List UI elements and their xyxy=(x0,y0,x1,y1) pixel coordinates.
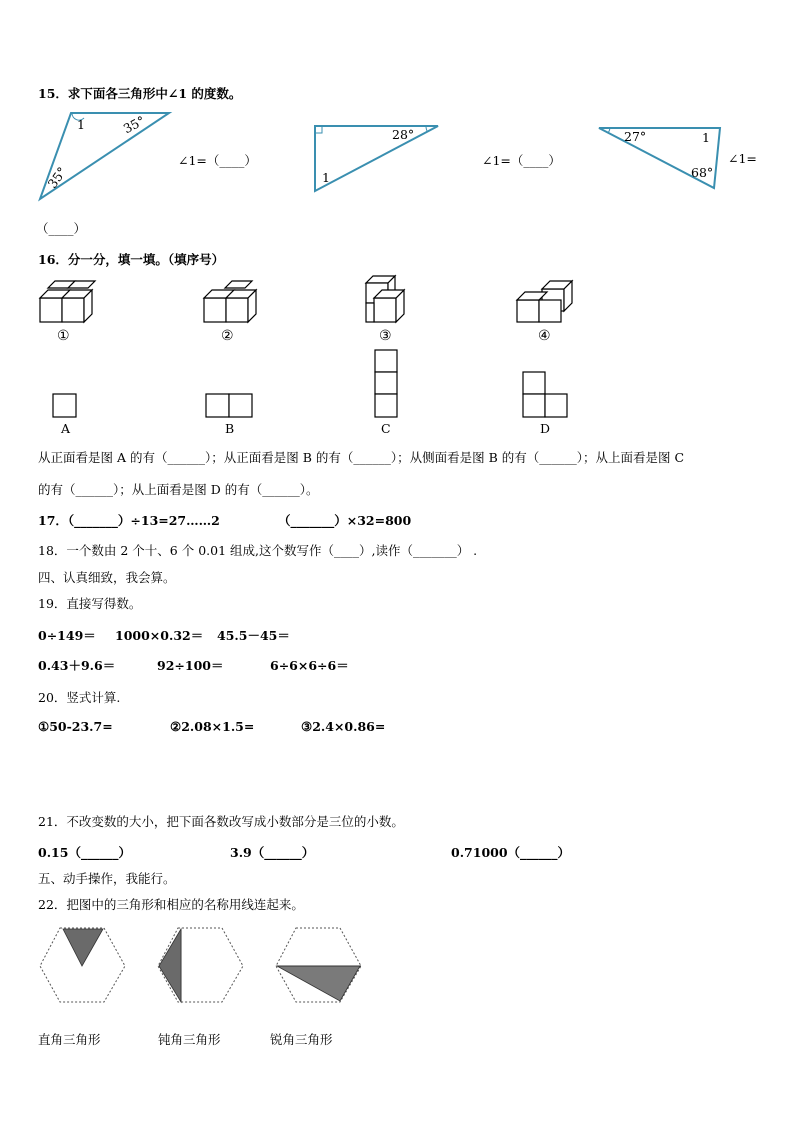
name-right-triangle[interactable]: 直角三角形 xyxy=(38,1032,101,1047)
q18-text[interactable]: 18．一个数由 2 个十、6 个 0.01 组成,这个数写作（____）,读作（_______） . xyxy=(38,543,478,558)
q16-title: 16．分一分，填一填。（填序号） xyxy=(38,252,225,267)
q15-title: 15．求下面各三角形中∠1 的度数。 xyxy=(38,86,242,101)
t1-angle-35-top: 35° xyxy=(120,112,148,137)
q19-item[interactable]: 92÷100＝ xyxy=(157,658,224,673)
t3-angle-27: 27° xyxy=(624,129,647,144)
t1-angle-35-bottom: 35° xyxy=(44,164,70,191)
q20-title: 20．竖式计算. xyxy=(38,690,121,705)
t1-angle-1: 1 xyxy=(77,117,85,132)
view-b-label: B xyxy=(225,421,235,436)
figure-1-label: ① xyxy=(57,328,70,344)
q15-answer-3[interactable]: ∠1= xyxy=(728,151,757,166)
q16-fill-line-1[interactable]: 从正面看是图 A 的有（______）；从正面看是图 B 的有（______）；从侧面看是图 B 的有（______）；从上面看是图 C xyxy=(38,450,685,465)
hexagon-3-acute-triangle xyxy=(276,928,361,1002)
q15-answer-1-blank[interactable]: （____） xyxy=(36,221,87,236)
section-5-title: 五、动手操作，我能行。 xyxy=(38,871,176,886)
section-4-title: 四、认真细致，我会算。 xyxy=(38,570,176,585)
q17-part-b[interactable]: （_______）×32=800 xyxy=(278,513,412,528)
figure-2-label: ② xyxy=(221,328,234,344)
name-obtuse-triangle[interactable]: 钝角三角形 xyxy=(158,1032,221,1047)
figure-4-label: ④ xyxy=(538,328,551,344)
figure-3-label: ③ xyxy=(379,328,392,344)
view-a-label: A xyxy=(61,421,71,436)
q19-title: 19．直接写得数。 xyxy=(38,596,142,611)
t3-angle-68: 68° xyxy=(691,165,714,180)
t3-angle-1: 1 xyxy=(702,130,710,145)
q15-answer-1[interactable]: ∠1=（____） xyxy=(178,153,257,168)
name-acute-triangle[interactable]: 锐角三角形 xyxy=(270,1032,333,1047)
q19-item[interactable]: 45.5－45＝ xyxy=(217,628,290,643)
q21-title: 21．不改变数的大小，把下面各数改写成小数部分是三位的小数。 xyxy=(38,814,404,829)
q19-item[interactable]: 0.43＋9.6＝ xyxy=(38,658,116,673)
t2-angle-1: 1 xyxy=(322,170,330,185)
q21-item-1[interactable]: 0.15（______） xyxy=(38,845,131,860)
view-c-label: C xyxy=(381,421,391,436)
view-d-label: D xyxy=(540,421,551,436)
q21-item-2[interactable]: 3.9（______） xyxy=(230,845,315,860)
q15-answer-2[interactable]: ∠1=（____） xyxy=(482,153,561,168)
q17-part-a[interactable]: 17．（_______）÷13=27……2 xyxy=(38,513,220,528)
q19-item[interactable]: 6÷6×6÷6＝ xyxy=(270,658,349,673)
t2-angle-28: 28° xyxy=(392,127,415,142)
q19-item[interactable]: 1000×0.32＝ xyxy=(115,628,204,643)
q20-item-3[interactable]: ③2.4×0.86= xyxy=(301,719,386,734)
q20-item-1[interactable]: ①50-23.7= xyxy=(38,719,113,734)
q21-item-3[interactable]: 0.71000（______） xyxy=(451,845,571,860)
q22-title: 22．把图中的三角形和相应的名称用线连起来。 xyxy=(38,897,304,912)
q20-item-2[interactable]: ②2.08×1.5= xyxy=(170,719,255,734)
hexagon-1-right-triangle xyxy=(40,928,125,1002)
q19-item[interactable]: 0÷149＝ xyxy=(38,628,96,643)
q16-fill-line-2[interactable]: 的有（______）；从上面看是图 D 的有（______）。 xyxy=(38,482,319,497)
hexagon-2-obtuse-triangle xyxy=(158,928,243,1002)
